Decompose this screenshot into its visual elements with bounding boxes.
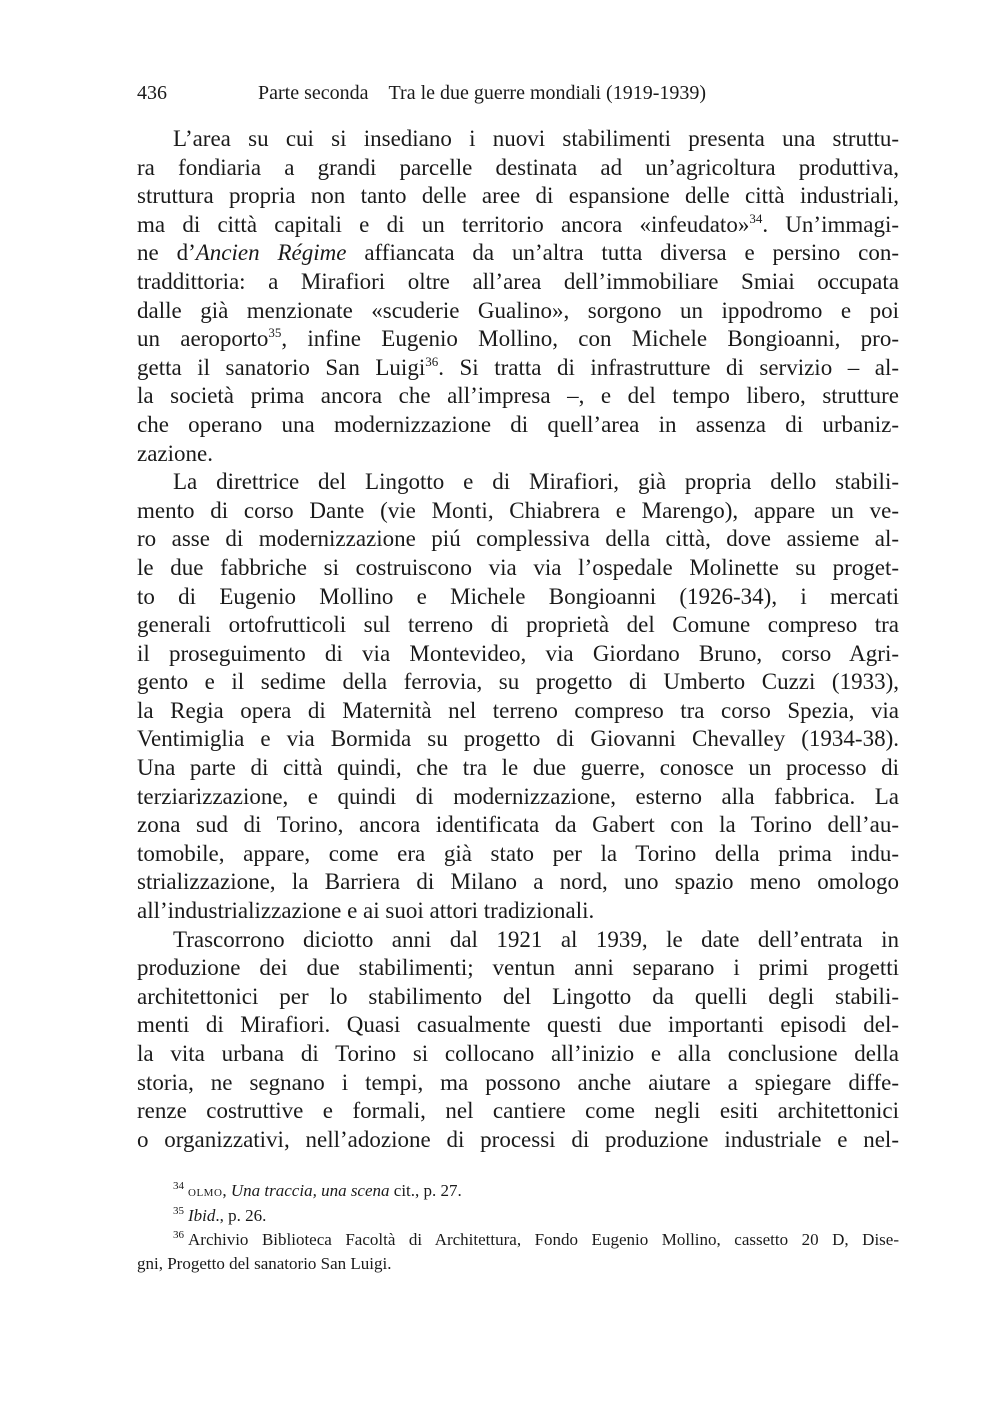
text-run: un aeroporto — [137, 326, 269, 352]
footnote-ref-34[interactable]: 34 — [749, 210, 763, 226]
header-title: Tra le due guerre mondiali (1919-1939) — [388, 82, 707, 104]
footnote-text: cit., p. 27. — [389, 1181, 462, 1200]
text-line: ra fondiaria a grandi parcelle destinata ad un’agricoltura produttiva, — [137, 154, 899, 180]
text-line: Ventimiglia e via Bormida su progetto di Giovanni Chevalley (1934-38). — [137, 726, 899, 752]
text-line: traddittoria: a Mirafiori oltre all’area dell’immobiliare Smiai occupata — [137, 268, 899, 294]
text-line: all’industrializzazione e ai suoi attori tradizionali. — [137, 898, 595, 924]
text-run: . Si tratta di infrastrutture di servizio – al- — [438, 354, 899, 380]
footnote-sep: , — [222, 1181, 231, 1200]
text-line: che operano una modernizzazione di quell’area in assenza di urbaniz- — [137, 411, 899, 437]
text-line — [137, 325, 899, 354]
footnote-title: Ibid — [188, 1206, 216, 1225]
running-header — [137, 80, 706, 106]
page-number: 436 — [137, 82, 167, 104]
footnote-text: ., p. 26. — [215, 1206, 267, 1225]
text-line — [137, 211, 899, 240]
main-text — [137, 125, 899, 1154]
text-run: ne d’ — [137, 240, 196, 266]
text-line: architettonici per lo stabilimento del Lingotto da quelli degli stabili- — [137, 983, 899, 1009]
text-line: zazione. — [137, 440, 213, 466]
footnotes — [137, 1179, 899, 1276]
footnote-34 — [137, 1179, 899, 1204]
footnote-ref-35[interactable]: 35 — [268, 325, 282, 341]
text-line: la società prima ancora che all’impresa –, e del tempo libero, strutture — [137, 383, 899, 409]
footnote-number: 36 — [173, 1229, 184, 1241]
text-run: , infine Eugenio Mollino, con Michele Bongioanni, pro- — [281, 326, 899, 352]
text-line: la Regia opera di Maternità nel terreno compreso tra corso Spezia, via — [137, 697, 899, 723]
footnote-35 — [137, 1204, 899, 1228]
text-line: gento e il sedime della ferrovia, su progetto di Umberto Cuzzi (1933), — [137, 669, 899, 695]
footnote-36 — [137, 1228, 899, 1252]
footnote-number: 35 — [173, 1205, 184, 1217]
text-line: mento di corso Dante (vie Monti, Chiabrera e Marengo), appare un ve- — [137, 497, 899, 523]
text-line: Trascorrono diciotto anni dal 1921 al 1939, le date dell’entrata in — [173, 926, 899, 952]
text-line: o organizzativi, nell’adozione di processi di produzione industriale e nel- — [137, 1126, 899, 1152]
text-line: la vita urbana di Torino si collocano all’inizio e alla conclusione della — [137, 1041, 899, 1066]
text-line: ro asse di modernizzazione piú complessiva della città, dove assieme al- — [137, 526, 899, 552]
footnote-ref-36[interactable]: 36 — [425, 353, 439, 369]
text-run: getta il sanatorio San Luigi — [137, 354, 426, 380]
footnote-author: olmo — [188, 1184, 223, 1200]
footnote-number: 34 — [173, 1180, 184, 1192]
text-run: ma di città capitali e di un territorio ancora «infeudato» — [137, 211, 750, 237]
footnote-text: Archivio Biblioteca Facoltà di Architettura, Fondo Eugenio Mollino, cassetto 20 D, Dise- — [188, 1230, 899, 1249]
footnote-36-cont: gni, Progetto del sanatorio San Luigi. — [137, 1254, 392, 1273]
text-line: La direttrice del Lingotto e di Mirafiori, già propria dello stabili- — [173, 469, 899, 495]
footnote-title: Una traccia, una scena — [230, 1181, 390, 1200]
text-line: terziarizzazione, e quindi di modernizzazione, esterno alla fabbrica. La — [137, 783, 899, 809]
text-line: generali ortofrutticoli sul terreno di proprietà del Comune compreso tra — [137, 612, 899, 638]
text-line — [137, 239, 899, 268]
text-line: tomobile, appare, come era già stato per la Torino della prima indu- — [137, 840, 899, 866]
text-line — [137, 354, 899, 383]
text-line: produzione dei due stabilimenti; ventun anni separano i primi progetti — [137, 955, 899, 981]
text-line: storia, ne segnano i tempi, ma possono anche aiutare a spiegare diffe- — [137, 1069, 899, 1095]
text-line: strializzazione, la Barriera di Milano a nord, uno spazio meno omologo — [137, 869, 899, 895]
text-line: Una parte di città quindi, che tra le due guerre, conosce un processo di — [137, 755, 899, 781]
text-line: renze costruttive e formali, nel cantiere come negli esiti architettonici — [137, 1098, 899, 1124]
text-line: struttura propria non tanto delle aree di espansione delle città industriali, — [137, 183, 899, 209]
text-run: affiancata da un’altra tutta diversa e persino con- — [346, 240, 899, 266]
text-line: zona sud di Torino, ancora identificata da Gabert con la Torino dell’au- — [137, 812, 899, 838]
text-line: menti di Mirafiori. Quasi casualmente questi due importanti episodi del- — [137, 1012, 899, 1038]
text-line: dalle già menzionate «scuderie Gualino», sorgono un ippodromo e poi — [137, 297, 899, 323]
text-line: to di Eugenio Mollino e Michele Bongioanni (1926-34), i mercati — [137, 583, 899, 609]
text-line: le due fabbriche si costruiscono via via l’ospedale Molinette su proget- — [137, 554, 899, 580]
italic-term: Ancien Régime — [195, 240, 347, 266]
text-line: il proseguimento di via Montevideo, via Giordano Bruno, corso Agri- — [137, 640, 899, 666]
header-part: Parte seconda — [258, 82, 369, 104]
text-run: . Un’immagi- — [762, 211, 900, 237]
text-line: L’area su cui si insediano i nuovi stabilimenti presenta una struttu- — [173, 126, 899, 151]
